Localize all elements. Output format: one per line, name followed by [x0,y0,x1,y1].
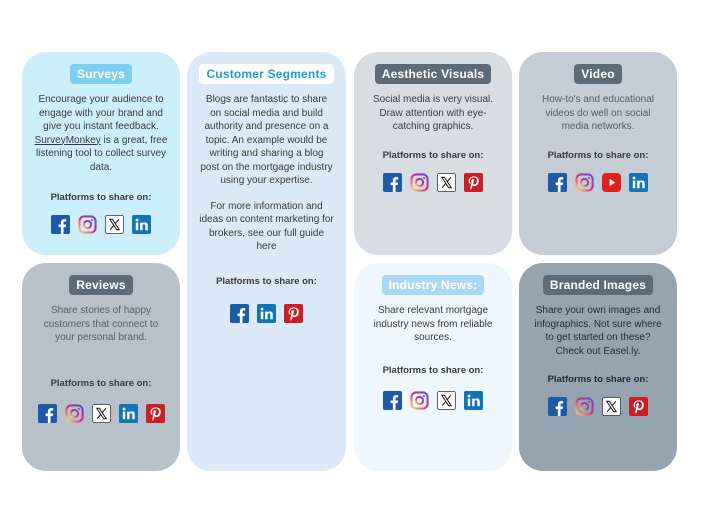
card-title: Surveys [70,64,132,84]
x-icon[interactable] [437,391,456,410]
facebook-icon[interactable] [548,173,567,192]
card-industry-news [354,263,512,471]
card-reviews [22,263,180,471]
share-label: Platforms to share on: [216,275,317,287]
x-icon[interactable] [437,173,456,192]
platform-icons [34,215,168,234]
share-label: Platforms to share on: [50,377,152,389]
share-label: Platforms to share on: [547,374,649,385]
instagram-icon[interactable] [575,397,594,416]
pinterest-icon[interactable] [284,304,303,323]
share-label: Platforms to share on: [382,149,484,161]
instagram-icon[interactable] [78,215,97,234]
card-title: Video [574,64,621,84]
facebook-icon[interactable] [230,304,249,323]
card-description: Share your own images and infographics. Not sure where to get started on these? Check out Easel.ly. [534,305,662,357]
platform-icons [366,173,500,192]
linkedin-icon[interactable] [257,304,276,323]
pinterest-icon[interactable] [464,173,483,192]
card-surveys [22,52,180,255]
surveymonkey-link[interactable]: SurveyMonkey [34,134,101,146]
card-title: Customer Segments [199,64,333,84]
facebook-icon[interactable] [383,391,402,410]
x-icon[interactable] [105,215,124,234]
facebook-icon[interactable] [548,397,567,416]
card-video [519,52,677,255]
facebook-icon[interactable] [51,215,70,234]
facebook-icon[interactable] [38,404,57,423]
card-title: Branded Images [543,275,653,295]
card-description: Blogs are fantastic to share on social media and build authority and presence on a topic. An example would be writing and sharing a blog post on the mortgage industry using your expertise. [200,94,333,186]
linkedin-icon[interactable] [464,391,483,410]
x-icon[interactable] [602,397,621,416]
card-branded-images [519,263,677,471]
instagram-icon[interactable] [65,404,84,423]
platform-icons [199,304,334,323]
instagram-icon[interactable] [410,391,429,410]
card-description: Share stories of happy customers that connect to your personal brand. [43,305,159,343]
card-description: Share relevant mortgage industry news from reliable sources. [373,305,493,343]
youtube-icon[interactable] [602,173,621,192]
platform-icons [531,173,665,192]
x-icon[interactable] [92,404,111,423]
card-customer-segments [187,52,346,471]
share-label: Platforms to share on: [50,192,152,203]
card-aesthetic-visuals [354,52,512,255]
content-marketing-guide-link[interactable]: For more information and ideas on content marketing for brokers, see our full guide here [199,200,334,252]
card-description: Social media is very visual. Draw attention with eye-catching graphics. [372,94,494,132]
pinterest-icon[interactable] [629,397,648,416]
card-description: How-to's and educational videos do well on social media networks. [542,94,654,132]
linkedin-icon[interactable] [629,173,648,192]
instagram-icon[interactable] [575,173,594,192]
platform-icons [34,404,168,423]
linkedin-icon[interactable] [132,215,151,234]
linkedin-icon[interactable] [119,404,138,423]
platform-icons [366,391,500,410]
card-title: Aesthetic Visuals [375,64,492,84]
card-description: Encourage your audience to engage with your brand and give you instant feedback. SurveyMonkey is a great, free listening tool to collect survey data. [34,94,168,173]
share-label: Platforms to share on: [382,364,484,376]
pinterest-icon[interactable] [146,404,165,423]
card-title: Reviews [69,275,132,295]
platform-icons [531,397,665,416]
card-title: Industry News: [382,275,485,295]
share-label: Platforms to share on: [547,149,649,161]
facebook-icon[interactable] [383,173,402,192]
instagram-icon[interactable] [410,173,429,192]
